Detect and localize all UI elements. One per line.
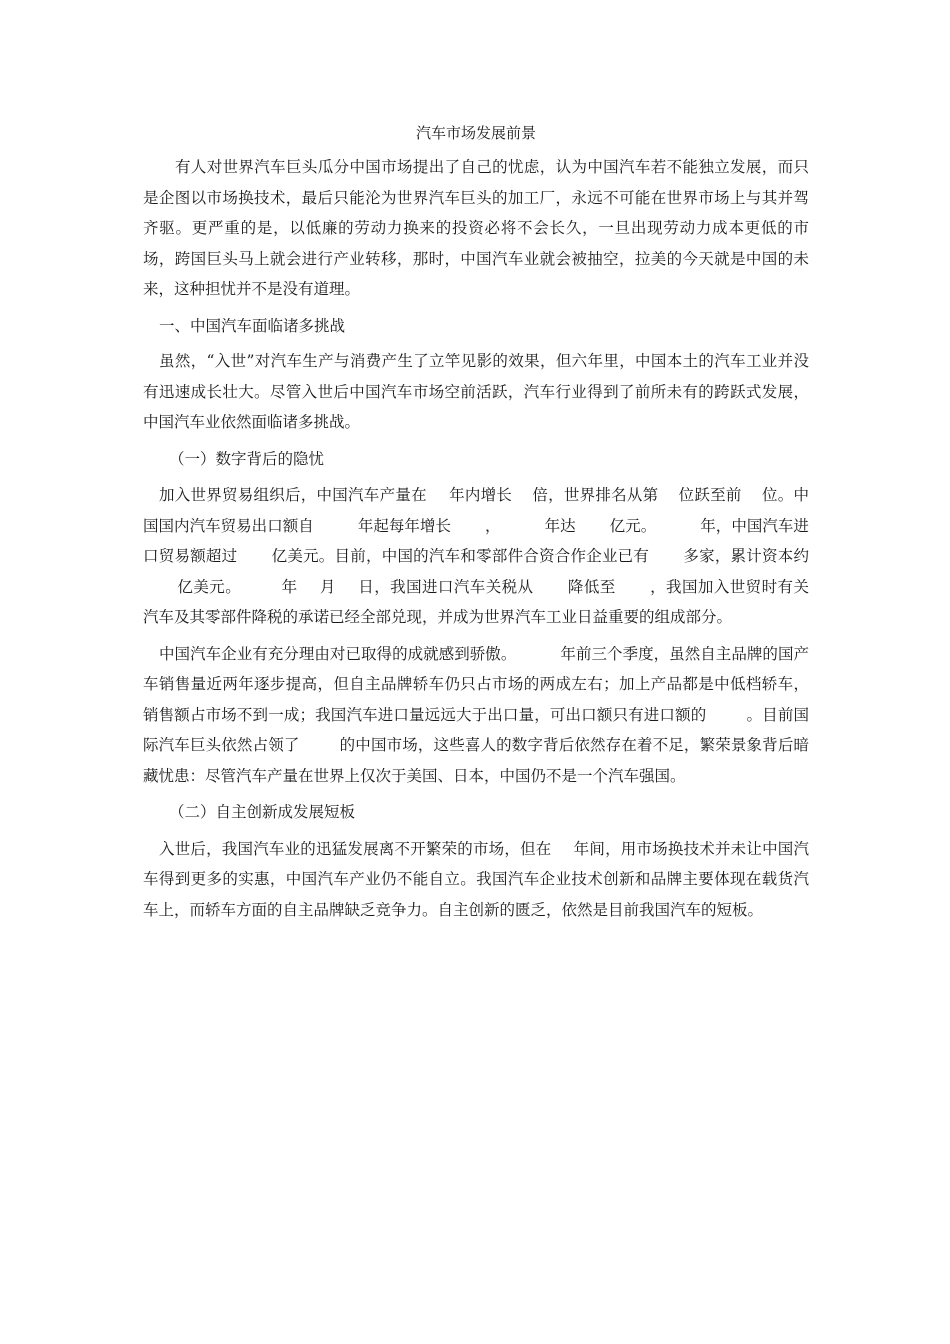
- text-segment: 日，我国进口汽车关税从: [357, 577, 534, 596]
- document-title: 汽车市场发展前景: [415, 124, 536, 142]
- text-segment: 倍，世界排名从第: [532, 486, 659, 504]
- text-segment: 亿美元。: [177, 577, 242, 596]
- text-segment: 亿美元。目前，中国的汽车和零部件合资合作企业已有: [271, 547, 650, 565]
- text-segment: 入世后，我国汽车业的迅猛发展离不开繁荣的市场，但在: [159, 839, 552, 858]
- document-body: [143, 119, 809, 931]
- text-segment: 降低至: [567, 577, 616, 596]
- section-heading-challenges: 一、中国汽车面临诸多挑战: [159, 316, 346, 335]
- text-segment: 。目前国际汽车巨头依然占领了: [143, 705, 809, 754]
- text-segment: ，: [484, 516, 501, 535]
- text-segment: 多家，累计资本约: [683, 547, 809, 565]
- text-segment: 年间，用市场换技术并未让中国汽车得到更多的实惠，中国汽车产业仍不能自立。我国汽车企业技术创新和品牌主要体现在载货汽车上，而轿车方面的自主品牌缺乏竞争力。自主创新的匮乏，依然是目前我国汽车的短板。: [143, 839, 809, 919]
- text-segment: ，我国加入世贸时有关汽车及其零部件降税的承诺已经全部兑现，并成为世界汽车工业日益重要的组成部分。: [143, 577, 809, 626]
- text-segment: 月: [319, 577, 336, 596]
- text-segment: 的中国市场，这些喜人的数字背后依然存在着不足，繁荣景象背后暗藏忧患：尽管汽车产量在世界上仅次于美国、日本，中国仍不是一个汽车强国。: [143, 736, 809, 785]
- text-segment: 中国汽车企业有充分理由对已取得的成就感到骄傲。: [159, 644, 517, 663]
- text-segment: 位跃至前: [678, 486, 742, 504]
- innovation-paragraph: [143, 834, 809, 926]
- text-segment: 年内增长: [448, 486, 513, 504]
- text-segment: 年，中国汽车进口贸易额超过: [143, 516, 809, 565]
- achievements-paragraph: [143, 639, 809, 792]
- intro-paragraph: 有人对世界汽车巨头瓜分中国市场提出了自己的忧虑，认为中国汽车若不能独立发展，而只是企图以市场换技术，最后只能沦为世界汽车巨头的加工厂，永远不可能在世界市场上与其并驾齐驱。更严重的是，以低廉的劳动力换来的投资必将不会长久，一旦出现劳动力成本更低的市场，跨国巨头马上就会进行产业转移，那时，中国汽车业就会被抽空，拉美的今天就是中国的未来，这种担忧并不是没有道理。: [143, 158, 809, 298]
- numbers-paragraph: [143, 480, 809, 633]
- text-segment: 年达: [544, 516, 576, 535]
- text-segment: 亿元。: [609, 516, 657, 535]
- text-segment: 年前三个季度，虽然自主品牌的国产车销售量近两年逐步提高，但自主品牌轿车仍只占市场的两成左右；加上产品都是中低档轿车，销售额占市场不到一成；我国汽车进口量远远大于出口量，可出口额只有进口额的: [143, 644, 809, 724]
- subsection-heading-innovation: （二）自主创新成发展短板: [169, 803, 356, 821]
- subsection-heading-numbers: （一）数字背后的隐忧: [169, 449, 325, 468]
- text-segment: 位。中国国内汽车贸易出口额自: [143, 486, 809, 535]
- text-segment: 加入世界贸易组织后，中国汽车产量在: [159, 486, 427, 504]
- text-segment: 年起每年增长: [357, 516, 451, 535]
- challenges-paragraph: 虽然，“入世”对汽车生产与消费产生了立竿见影的效果，但六年里，中国本土的汽车工业并没有迅速成长壮大。尽管入世后中国汽车市场空前活跃，汽车行业得到了前所未有的跨跃式发展，中国汽车业依然面临诸多挑战。: [143, 352, 809, 431]
- text-segment: 年: [281, 577, 298, 596]
